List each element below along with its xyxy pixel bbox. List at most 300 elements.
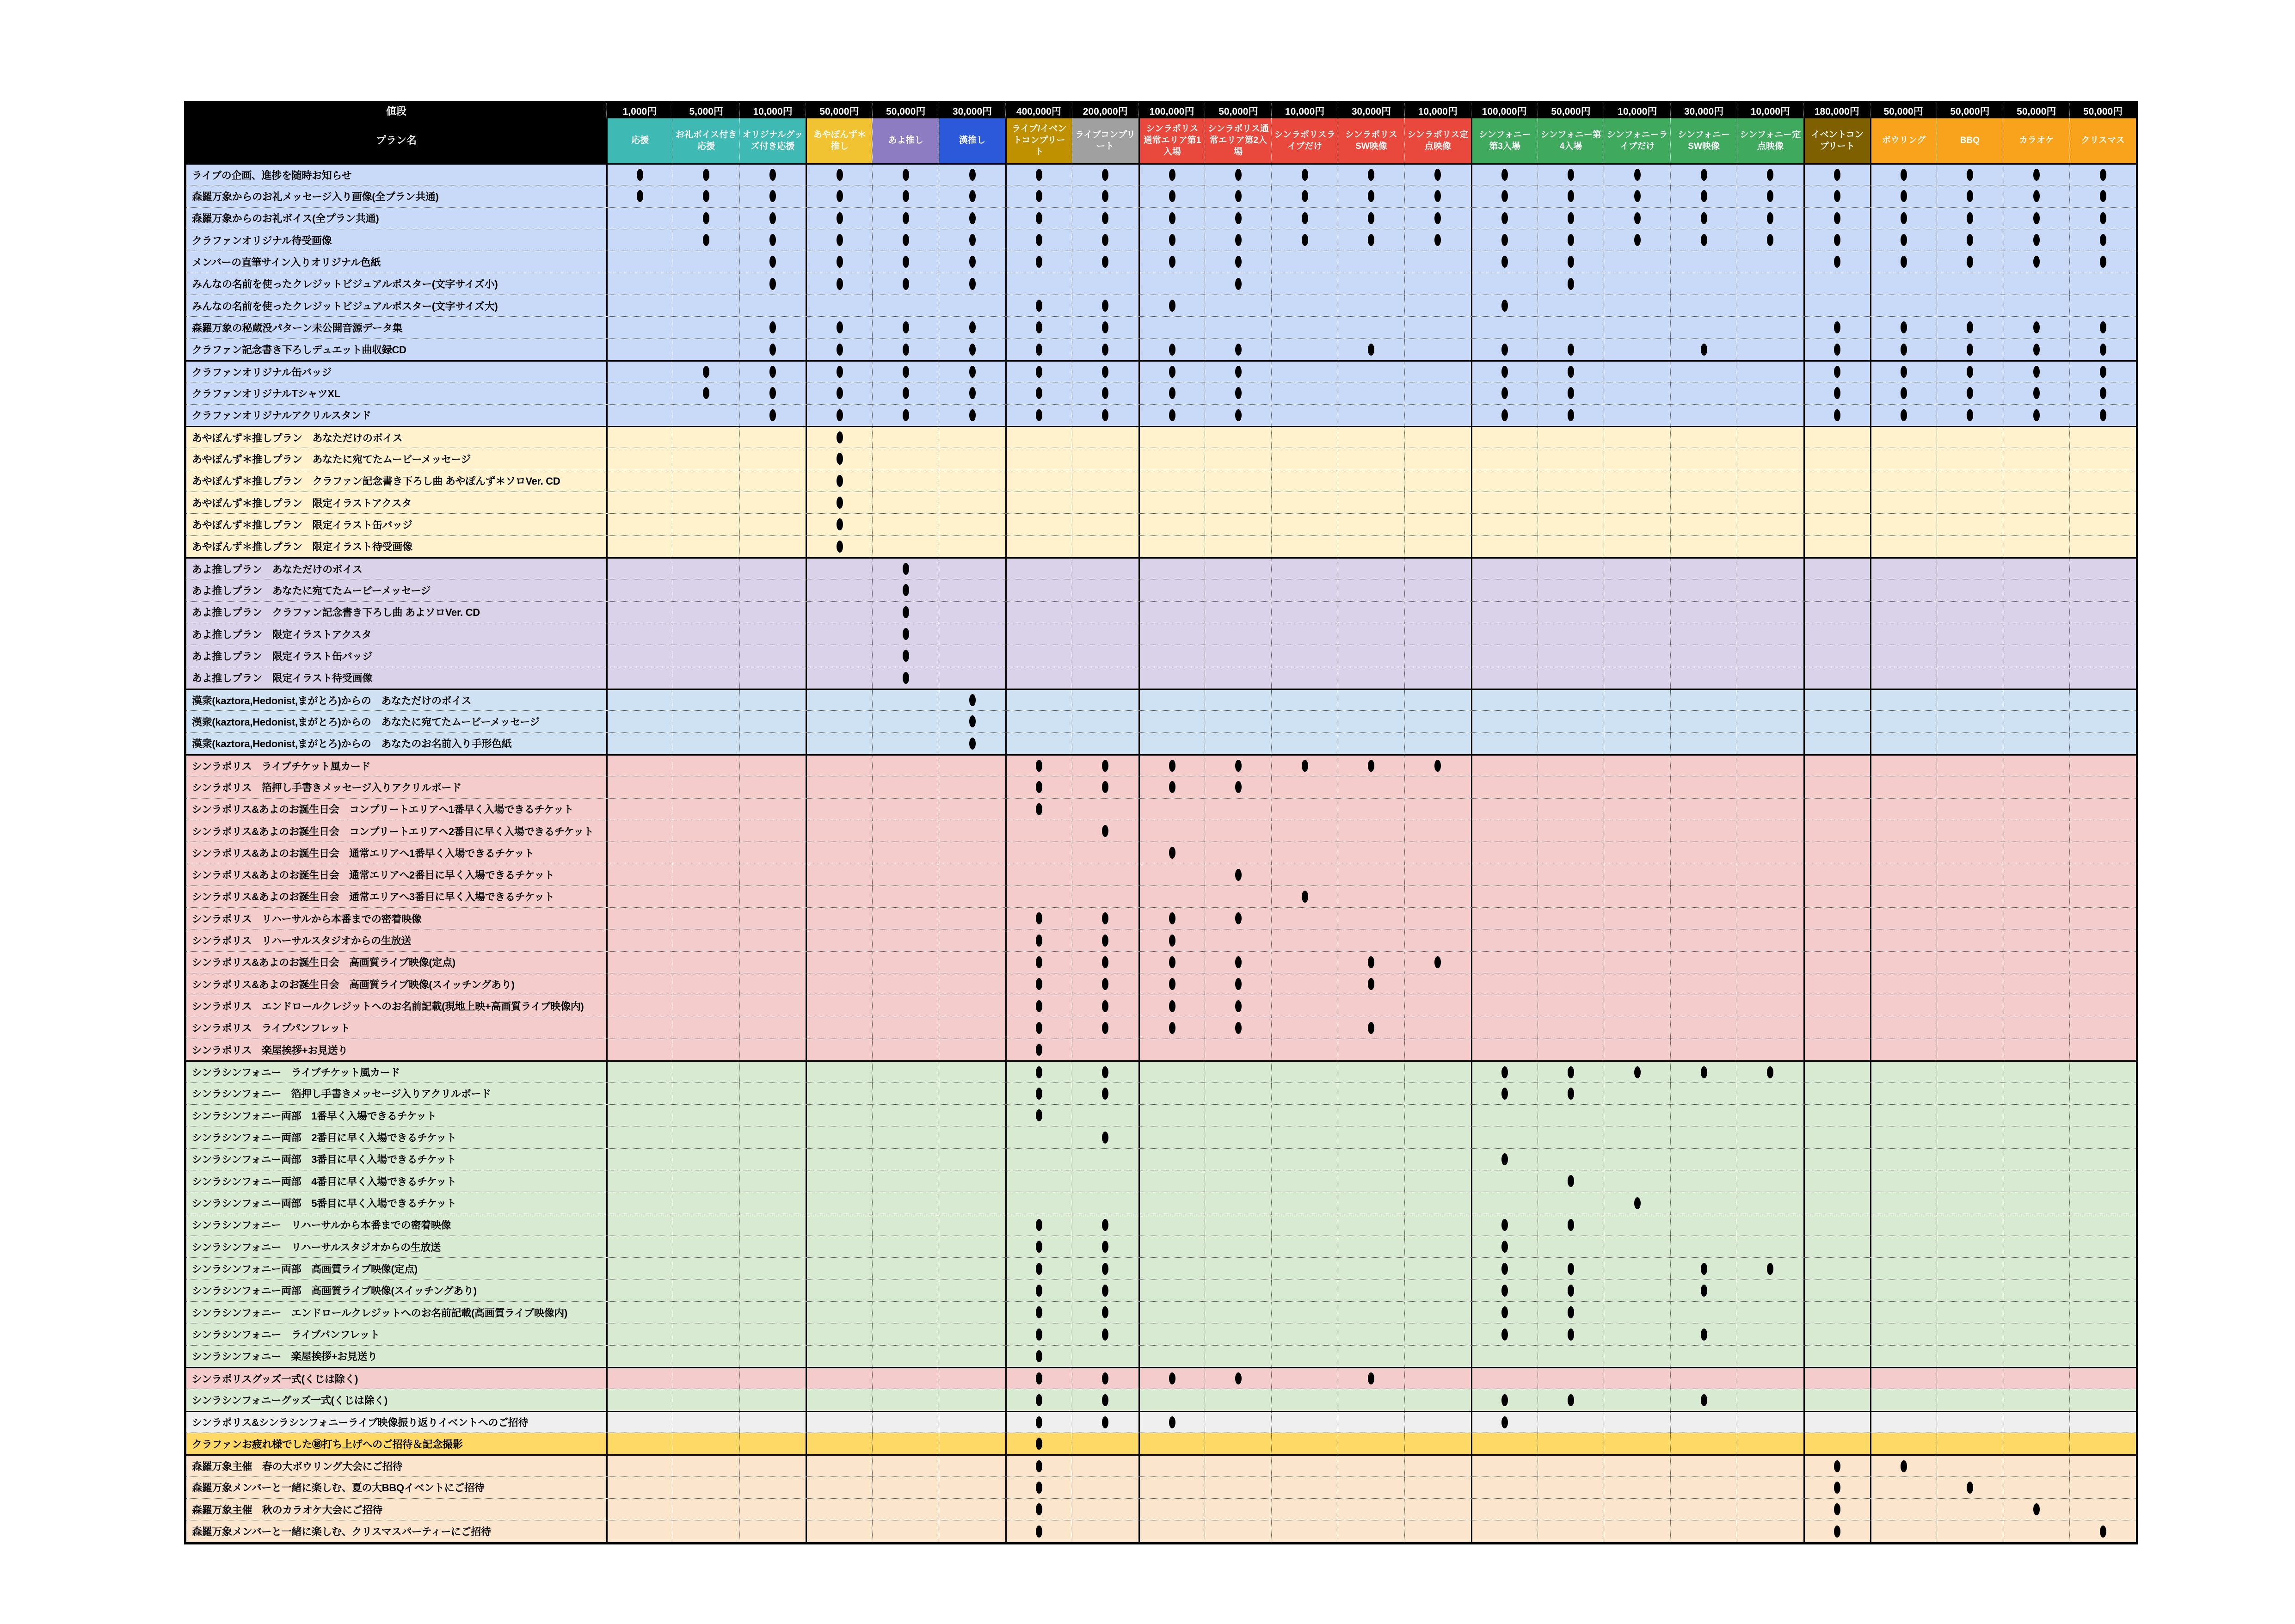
- matrix-cell: [1471, 1258, 1538, 1279]
- matrix-cell: [1471, 1062, 1538, 1082]
- matrix-cell: [673, 185, 739, 207]
- matrix-cell: [739, 559, 806, 579]
- matrix-cell: [606, 667, 673, 689]
- included-dot-icon: [1434, 190, 1441, 202]
- included-dot-icon: [1967, 212, 1973, 224]
- included-dot-icon: [1102, 1022, 1108, 1034]
- matrix-cell: [2003, 492, 2069, 513]
- matrix-cell: [1005, 602, 1072, 623]
- price-header-cell: 10,000円: [1404, 103, 1471, 118]
- matrix-cell: [1338, 470, 1404, 492]
- matrix-cell: [1737, 339, 1803, 360]
- matrix-cell: [1404, 1323, 1471, 1345]
- matrix-cell: [1604, 1083, 1670, 1104]
- matrix-cell: [2003, 1456, 2069, 1476]
- matrix-cell: [939, 317, 1005, 338]
- matrix-cell: [1737, 427, 1803, 448]
- matrix-cell: [673, 1499, 739, 1520]
- matrix-cell: [1670, 362, 1737, 382]
- matrix-cell: [1404, 1389, 1471, 1410]
- matrix-cell: [739, 185, 806, 207]
- matrix-cell: [1670, 559, 1737, 579]
- matrix-cell: [1404, 1499, 1471, 1520]
- matrix-cell: [1271, 1214, 1338, 1236]
- matrix-cell: [1937, 864, 2003, 886]
- matrix-cell: [1072, 1126, 1138, 1148]
- included-dot-icon: [1767, 212, 1773, 224]
- matrix-cell: [1604, 776, 1670, 798]
- matrix-cell: [1538, 667, 1604, 689]
- matrix-cell: [1138, 690, 1205, 710]
- matrix-cell: [1803, 1412, 1870, 1433]
- matrix-cell: [1937, 492, 2003, 513]
- included-dot-icon: [1501, 366, 1508, 378]
- matrix-cell: [1005, 448, 1072, 469]
- matrix-cell: [806, 317, 872, 338]
- matrix-cell: [1271, 1083, 1338, 1104]
- matrix-cell: [1538, 1280, 1604, 1301]
- included-dot-icon: [703, 234, 709, 246]
- matrix-cell: [806, 1280, 872, 1301]
- matrix-cell: [939, 1017, 1005, 1039]
- matrix-cell: [1604, 1520, 1670, 1542]
- matrix-cell: [1604, 952, 1670, 973]
- matrix-cell: [2069, 1258, 2136, 1279]
- included-dot-icon: [969, 190, 976, 202]
- included-dot-icon: [1036, 1066, 1042, 1078]
- included-dot-icon: [2033, 344, 2040, 356]
- matrix-cell: [606, 185, 673, 207]
- matrix-cell: [2003, 536, 2069, 557]
- matrix-cell: [1138, 1126, 1205, 1148]
- matrix-cell: [1737, 1126, 1803, 1148]
- matrix-cell: [1338, 427, 1404, 448]
- matrix-cell: [1404, 776, 1471, 798]
- matrix-cell: [1338, 842, 1404, 863]
- included-dot-icon: [969, 715, 976, 727]
- matrix-cell: [1338, 1192, 1404, 1213]
- price-header-cell: 10,000円: [1271, 103, 1338, 118]
- included-dot-icon: [1568, 1394, 1574, 1406]
- matrix-cell: [872, 229, 939, 251]
- matrix-cell: [1870, 1346, 1937, 1367]
- included-dot-icon: [1501, 300, 1508, 312]
- matrix-cell: [1072, 1477, 1138, 1498]
- matrix-cell: [872, 579, 939, 601]
- matrix-cell: [1471, 317, 1538, 338]
- matrix-cell: [1538, 756, 1604, 776]
- matrix-cell: [1471, 1520, 1538, 1542]
- matrix-cell: [806, 1214, 872, 1236]
- included-dot-icon: [1634, 212, 1641, 224]
- matrix-cell: [1471, 1456, 1538, 1476]
- matrix-cell: [1271, 645, 1338, 666]
- matrix-cell: [872, 470, 939, 492]
- included-dot-icon: [1568, 1088, 1574, 1100]
- matrix-cell: [872, 995, 939, 1016]
- matrix-cell: [1271, 820, 1338, 842]
- included-dot-icon: [1036, 1394, 1042, 1406]
- matrix-cell: [2069, 1346, 2136, 1367]
- matrix-cell: [739, 165, 806, 185]
- matrix-cell: [1803, 492, 1870, 513]
- matrix-cell: [872, 799, 939, 820]
- matrix-cell: [1005, 1126, 1072, 1148]
- included-dot-icon: [1102, 234, 1108, 246]
- matrix-cell: [1338, 165, 1404, 185]
- matrix-cell: [1271, 514, 1338, 535]
- matrix-cell: [1670, 733, 1737, 754]
- matrix-cell: [1604, 559, 1670, 579]
- matrix-cell: [1271, 799, 1338, 820]
- matrix-cell: [1138, 1323, 1205, 1345]
- feature-label: あやぽんず＊推しプラン 限定イラストアクスタ: [186, 492, 606, 513]
- included-dot-icon: [837, 366, 843, 378]
- matrix-cell: [1737, 165, 1803, 185]
- included-dot-icon: [1169, 366, 1175, 378]
- matrix-cell: [939, 427, 1005, 448]
- matrix-cell: [1005, 756, 1072, 776]
- matrix-cell: [1937, 1477, 2003, 1498]
- matrix-cell: [2069, 645, 2136, 666]
- matrix-cell: [739, 799, 806, 820]
- matrix-cell: [1338, 1368, 1404, 1389]
- matrix-cell: [872, 690, 939, 710]
- included-dot-icon: [1368, 978, 1374, 990]
- matrix-cell: [1072, 1170, 1138, 1192]
- included-dot-icon: [1235, 760, 1242, 772]
- included-dot-icon: [1102, 1219, 1108, 1231]
- matrix-cell: [872, 448, 939, 469]
- feature-label: シンラポリスグッズ一式(くじは除く): [186, 1368, 606, 1389]
- matrix-cell: [2003, 799, 2069, 820]
- matrix-cell: [2003, 251, 2069, 272]
- matrix-cell: [739, 1236, 806, 1257]
- matrix-cell: [2003, 1083, 2069, 1104]
- included-dot-icon: [1169, 935, 1175, 947]
- price-header-cell: 10,000円: [739, 103, 806, 118]
- matrix-cell: [606, 756, 673, 776]
- included-dot-icon: [1767, 190, 1773, 202]
- price-header-cell: 5,000円: [673, 103, 739, 118]
- matrix-cell: [872, 427, 939, 448]
- matrix-cell: [1271, 1412, 1338, 1433]
- matrix-cell: [1338, 1280, 1404, 1301]
- matrix-cell: [1870, 908, 1937, 929]
- matrix-cell: [1737, 1170, 1803, 1192]
- matrix-cell: [1072, 602, 1138, 623]
- matrix-cell: [1471, 667, 1538, 689]
- included-dot-icon: [837, 497, 843, 509]
- matrix-cell: [1138, 339, 1205, 360]
- matrix-cell: [673, 229, 739, 251]
- included-dot-icon: [1701, 190, 1707, 202]
- matrix-cell: [2069, 1456, 2136, 1476]
- feature-label: クラファンオリジナル待受画像: [186, 229, 606, 251]
- matrix-cell: [606, 645, 673, 666]
- matrix-cell: [1670, 776, 1737, 798]
- matrix-cell: [1404, 1368, 1471, 1389]
- included-dot-icon: [1036, 1306, 1042, 1318]
- matrix-cell: [1005, 295, 1072, 316]
- matrix-cell: [806, 1346, 872, 1367]
- included-dot-icon: [1901, 366, 1907, 378]
- matrix-cell: [1404, 1083, 1471, 1104]
- matrix-cell: [1870, 317, 1937, 338]
- matrix-cell: [739, 382, 806, 404]
- matrix-cell: [1737, 929, 1803, 951]
- matrix-cell: [1205, 1346, 1271, 1367]
- matrix-cell: [1538, 842, 1604, 863]
- matrix-cell: [1937, 427, 2003, 448]
- matrix-cell: [1538, 1017, 1604, 1039]
- table-row: [186, 1389, 2136, 1410]
- matrix-cell: [1870, 579, 1937, 601]
- matrix-cell: [939, 995, 1005, 1016]
- matrix-cell: [1005, 799, 1072, 820]
- included-dot-icon: [1036, 935, 1042, 947]
- matrix-cell: [1538, 952, 1604, 973]
- matrix-cell: [1471, 799, 1538, 820]
- matrix-cell: [1072, 362, 1138, 382]
- matrix-cell: [1072, 645, 1138, 666]
- matrix-cell: [1005, 1456, 1072, 1476]
- matrix-cell: [606, 886, 673, 907]
- matrix-cell: [806, 623, 872, 645]
- matrix-cell: [1005, 1149, 1072, 1170]
- matrix-cell: [1404, 995, 1471, 1016]
- matrix-cell: [1138, 733, 1205, 754]
- matrix-cell: [872, 559, 939, 579]
- matrix-cell: [1870, 886, 1937, 907]
- matrix-cell: [1005, 1105, 1072, 1126]
- included-dot-icon: [1235, 978, 1242, 990]
- matrix-cell: [806, 1039, 872, 1060]
- matrix-cell: [739, 1017, 806, 1039]
- matrix-cell: [1338, 317, 1404, 338]
- matrix-cell: [1271, 1062, 1338, 1082]
- matrix-cell: [1005, 973, 1072, 995]
- matrix-cell: [1138, 799, 1205, 820]
- matrix-cell: [806, 448, 872, 469]
- matrix-cell: [1937, 362, 2003, 382]
- matrix-cell: [1271, 1280, 1338, 1301]
- plan-header-cell: あやぽんず＊推し: [806, 118, 872, 163]
- included-dot-icon: [1036, 387, 1042, 399]
- table-row: [186, 1301, 2136, 1323]
- matrix-cell: [1670, 711, 1737, 732]
- matrix-cell: [1338, 929, 1404, 951]
- matrix-cell: [1005, 165, 1072, 185]
- matrix-cell: [1338, 733, 1404, 754]
- matrix-cell: [1271, 690, 1338, 710]
- matrix-cell: [1338, 908, 1404, 929]
- matrix-cell: [806, 382, 872, 404]
- matrix-cell: [1737, 908, 1803, 929]
- matrix-cell: [1538, 733, 1604, 754]
- included-dot-icon: [1701, 169, 1707, 181]
- matrix-cell: [673, 339, 739, 360]
- matrix-cell: [1072, 448, 1138, 469]
- matrix-cell: [1803, 842, 1870, 863]
- matrix-cell: [872, 514, 939, 535]
- matrix-cell: [1205, 1302, 1271, 1323]
- matrix-cell: [806, 1389, 872, 1410]
- matrix-cell: [1538, 602, 1604, 623]
- matrix-cell: [2069, 1170, 2136, 1192]
- matrix-cell: [1471, 492, 1538, 513]
- matrix-cell: [1404, 1477, 1471, 1498]
- matrix-cell: [1205, 382, 1271, 404]
- matrix-cell: [1005, 1346, 1072, 1367]
- matrix-cell: [1072, 339, 1138, 360]
- feature-label: 森羅万象の秘蔵没パターン未公開音源データ集: [186, 317, 606, 338]
- matrix-cell: [2069, 1323, 2136, 1345]
- matrix-cell: [806, 864, 872, 886]
- matrix-cell: [739, 908, 806, 929]
- matrix-cell: [1072, 1258, 1138, 1279]
- matrix-cell: [939, 1083, 1005, 1104]
- included-dot-icon: [1834, 1503, 1840, 1515]
- matrix-cell: [1803, 1017, 1870, 1039]
- included-dot-icon: [1302, 169, 1308, 181]
- matrix-cell: [872, 1017, 939, 1039]
- matrix-cell: [739, 1280, 806, 1301]
- matrix-cell: [673, 1323, 739, 1345]
- included-dot-icon: [1501, 387, 1508, 399]
- matrix-cell: [1471, 776, 1538, 798]
- matrix-cell: [2069, 1236, 2136, 1257]
- matrix-cell: [1338, 295, 1404, 316]
- matrix-cell: [1338, 1149, 1404, 1170]
- matrix-cell: [2069, 317, 2136, 338]
- matrix-cell: [939, 820, 1005, 842]
- matrix-cell: [1670, 405, 1737, 426]
- matrix-cell: [739, 733, 806, 754]
- matrix-cell: [1138, 645, 1205, 666]
- feature-label: あよ推しプラン 限定イラスト缶バッジ: [186, 645, 606, 666]
- matrix-cell: [1538, 864, 1604, 886]
- table-row: [186, 492, 2136, 513]
- included-dot-icon: [1568, 256, 1574, 268]
- matrix-cell: [939, 251, 1005, 272]
- matrix-cell: [1870, 1170, 1937, 1192]
- matrix-cell: [2003, 405, 2069, 426]
- matrix-cell: [1271, 559, 1338, 579]
- matrix-cell: [606, 273, 673, 295]
- matrix-cell: [739, 1368, 806, 1389]
- matrix-cell: [1138, 514, 1205, 535]
- matrix-cell: [1538, 973, 1604, 995]
- matrix-cell: [1803, 273, 1870, 295]
- matrix-cell: [739, 492, 806, 513]
- matrix-cell: [1271, 470, 1338, 492]
- matrix-cell: [1404, 317, 1471, 338]
- included-dot-icon: [2100, 190, 2106, 202]
- matrix-cell: [1538, 492, 1604, 513]
- included-dot-icon: [969, 409, 976, 421]
- matrix-cell: [673, 929, 739, 951]
- matrix-cell: [1271, 185, 1338, 207]
- matrix-cell: [673, 427, 739, 448]
- matrix-cell: [872, 1520, 939, 1542]
- matrix-cell: [673, 273, 739, 295]
- matrix-cell: [673, 733, 739, 754]
- table-row: [186, 1104, 2136, 1126]
- matrix-cell: [1338, 229, 1404, 251]
- included-dot-icon: [1102, 169, 1108, 181]
- matrix-cell: [1138, 1412, 1205, 1433]
- matrix-cell: [1604, 667, 1670, 689]
- matrix-cell: [1937, 886, 2003, 907]
- matrix-cell: [872, 952, 939, 973]
- matrix-cell: [1803, 427, 1870, 448]
- included-dot-icon: [2100, 256, 2106, 268]
- included-dot-icon: [1036, 1000, 1042, 1012]
- feature-label: 森羅万象メンバーと一緒に楽しむ、クリスマスパーティーにご招待: [186, 1520, 606, 1542]
- table-row: [186, 689, 2136, 710]
- matrix-cell: [1205, 667, 1271, 689]
- table-row: [186, 995, 2136, 1016]
- feature-label: シンラシンフォニー 箔押し手書きメッセージ入りアクリルボード: [186, 1083, 606, 1104]
- included-dot-icon: [1501, 169, 1508, 181]
- matrix-cell: [1471, 1302, 1538, 1323]
- matrix-cell: [1138, 405, 1205, 426]
- included-dot-icon: [1501, 344, 1508, 356]
- matrix-cell: [1538, 229, 1604, 251]
- matrix-cell: [1072, 1368, 1138, 1389]
- matrix-cell: [1670, 1499, 1737, 1520]
- matrix-cell: [872, 908, 939, 929]
- matrix-cell: [1205, 864, 1271, 886]
- table-row: [186, 338, 2136, 360]
- matrix-cell: [806, 1017, 872, 1039]
- included-dot-icon: [1102, 912, 1108, 924]
- included-dot-icon: [1169, 781, 1175, 793]
- matrix-cell: [1670, 756, 1737, 776]
- matrix-cell: [1471, 470, 1538, 492]
- price-header-cell: 180,000円: [1803, 103, 1870, 118]
- matrix-cell: [1138, 602, 1205, 623]
- matrix-cell: [872, 733, 939, 754]
- table-row: [186, 557, 2136, 579]
- included-dot-icon: [1368, 169, 1374, 181]
- matrix-cell: [1338, 448, 1404, 469]
- matrix-cell: [1271, 1433, 1338, 1454]
- included-dot-icon: [2033, 387, 2040, 399]
- matrix-cell: [939, 1433, 1005, 1454]
- matrix-cell: [1404, 1433, 1471, 1454]
- matrix-cell: [939, 645, 1005, 666]
- matrix-cell: [606, 339, 673, 360]
- included-dot-icon: [1102, 1394, 1108, 1406]
- matrix-cell: [1072, 1433, 1138, 1454]
- matrix-cell: [673, 1258, 739, 1279]
- matrix-cell: [1471, 295, 1538, 316]
- table-row: [186, 1039, 2136, 1060]
- matrix-cell: [1737, 1520, 1803, 1542]
- matrix-cell: [1072, 185, 1138, 207]
- matrix-cell: [1404, 559, 1471, 579]
- matrix-cell: [872, 1062, 939, 1082]
- matrix-cell: [1138, 1062, 1205, 1082]
- matrix-cell: [1870, 405, 1937, 426]
- included-dot-icon: [837, 541, 843, 553]
- matrix-cell: [606, 1236, 673, 1257]
- matrix-cell: [673, 1236, 739, 1257]
- plan-header-cell: BBQ: [1937, 118, 2003, 163]
- feature-label: シンラポリス 箔押し手書きメッセージ入りアクリルボード: [186, 776, 606, 798]
